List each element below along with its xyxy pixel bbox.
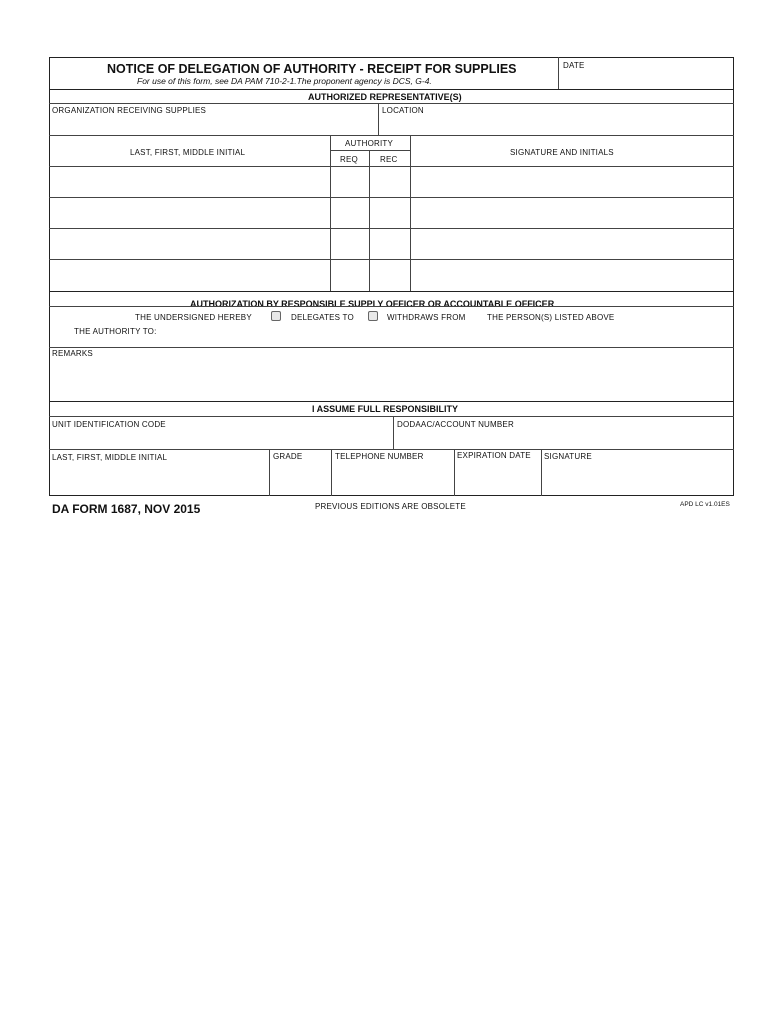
divider bbox=[49, 89, 734, 90]
remarks-field[interactable] bbox=[51, 359, 732, 400]
remarks-label: REMARKS bbox=[52, 349, 93, 358]
rep-name-field[interactable] bbox=[51, 167, 329, 196]
divider bbox=[330, 150, 410, 151]
divider bbox=[378, 103, 379, 135]
grade-field[interactable] bbox=[271, 462, 329, 495]
rep-req-field[interactable] bbox=[331, 229, 368, 258]
officer-name-field[interactable] bbox=[51, 464, 268, 495]
expiration-field[interactable] bbox=[456, 462, 540, 495]
organization-field[interactable] bbox=[51, 116, 377, 134]
divider bbox=[454, 449, 455, 496]
rep-name-field[interactable] bbox=[51, 229, 329, 258]
editions-note: PREVIOUS EDITIONS ARE OBSOLETE bbox=[315, 502, 466, 511]
version-label: APD LC v1.01ES bbox=[680, 501, 730, 508]
divider bbox=[49, 401, 734, 402]
signature-initials-header: SIGNATURE AND INITIALS bbox=[510, 148, 614, 157]
telephone-field[interactable] bbox=[333, 462, 453, 495]
rep-rec-field[interactable] bbox=[370, 198, 409, 227]
authority-to-text: THE AUTHORITY TO: bbox=[74, 327, 157, 336]
location-label: LOCATION bbox=[382, 106, 424, 115]
form-number: DA FORM 1687, NOV 2015 bbox=[52, 502, 201, 516]
uic-field[interactable] bbox=[51, 430, 392, 448]
officer-name-label: LAST, FIRST, MIDDLE INITIAL bbox=[52, 453, 168, 462]
signature-label: SIGNATURE bbox=[544, 452, 592, 461]
rep-req-field[interactable] bbox=[331, 260, 368, 290]
delegates-checkbox[interactable] bbox=[271, 311, 281, 321]
expiration-label: EXPIRATION DATE bbox=[457, 451, 531, 460]
rec-header: REC bbox=[380, 155, 398, 164]
rep-name-header: LAST, FIRST, MIDDLE INITIAL bbox=[130, 148, 246, 157]
persons-listed-text: THE PERSON(S) LISTED ABOVE bbox=[487, 313, 615, 322]
rep-signature-field[interactable] bbox=[411, 167, 732, 196]
rep-rec-field[interactable] bbox=[370, 260, 409, 290]
telephone-label: TELEPHONE NUMBER bbox=[335, 452, 424, 461]
divider bbox=[49, 416, 734, 417]
divider bbox=[49, 306, 734, 307]
dodaac-label: DODAAC/ACCOUNT NUMBER bbox=[397, 420, 514, 429]
form-title: NOTICE OF DELEGATION OF AUTHORITY - RECEIPT FOR SUPPLIES bbox=[107, 62, 517, 76]
rep-req-field[interactable] bbox=[331, 198, 368, 227]
authorized-reps-heading: AUTHORIZED REPRESENTATIVE(S) bbox=[308, 92, 462, 102]
divider bbox=[541, 449, 542, 496]
rep-name-field[interactable] bbox=[51, 198, 329, 227]
divider bbox=[49, 135, 734, 136]
grade-label: GRADE bbox=[273, 452, 303, 461]
withdraws-label: WITHDRAWS FROM bbox=[387, 313, 466, 322]
withdraws-checkbox[interactable] bbox=[368, 311, 378, 321]
rep-req-field[interactable] bbox=[331, 167, 368, 196]
rep-rec-field[interactable] bbox=[370, 229, 409, 258]
rep-signature-field[interactable] bbox=[411, 198, 732, 227]
divider bbox=[49, 347, 734, 348]
rep-rec-field[interactable] bbox=[370, 167, 409, 196]
form-subtitle: For use of this form, see DA PAM 710-2-1.The proponent agency is DCS, G-4. bbox=[137, 76, 432, 86]
undersigned-text: THE UNDERSIGNED HEREBY bbox=[135, 313, 252, 322]
dodaac-field[interactable] bbox=[395, 430, 732, 448]
location-field[interactable] bbox=[380, 116, 732, 134]
responsibility-heading: I ASSUME FULL RESPONSIBILITY bbox=[312, 404, 459, 414]
uic-label: UNIT IDENTIFICATION CODE bbox=[52, 420, 166, 429]
delegates-label: DELEGATES TO bbox=[291, 313, 354, 322]
divider bbox=[49, 449, 734, 450]
divider bbox=[393, 416, 394, 449]
authority-header: AUTHORITY bbox=[345, 139, 394, 148]
rep-signature-field[interactable] bbox=[411, 229, 732, 258]
authority-to-field[interactable] bbox=[165, 323, 732, 345]
date-divider bbox=[558, 57, 559, 89]
divider bbox=[331, 449, 332, 496]
authorization-heading: AUTHORIZATION BY RESPONSIBLE SUPPLY OFFICER OR ACCOUNTABLE OFFICER bbox=[190, 299, 555, 309]
date-label: DATE bbox=[563, 61, 585, 70]
divider bbox=[49, 291, 734, 292]
req-header: REQ bbox=[340, 155, 358, 164]
rep-signature-field[interactable] bbox=[411, 260, 732, 290]
signature-field[interactable] bbox=[543, 462, 732, 495]
date-field[interactable] bbox=[560, 70, 732, 88]
divider bbox=[269, 449, 270, 496]
organization-label: ORGANIZATION RECEIVING SUPPLIES bbox=[52, 106, 207, 115]
divider bbox=[49, 103, 734, 104]
rep-name-field[interactable] bbox=[51, 260, 329, 290]
